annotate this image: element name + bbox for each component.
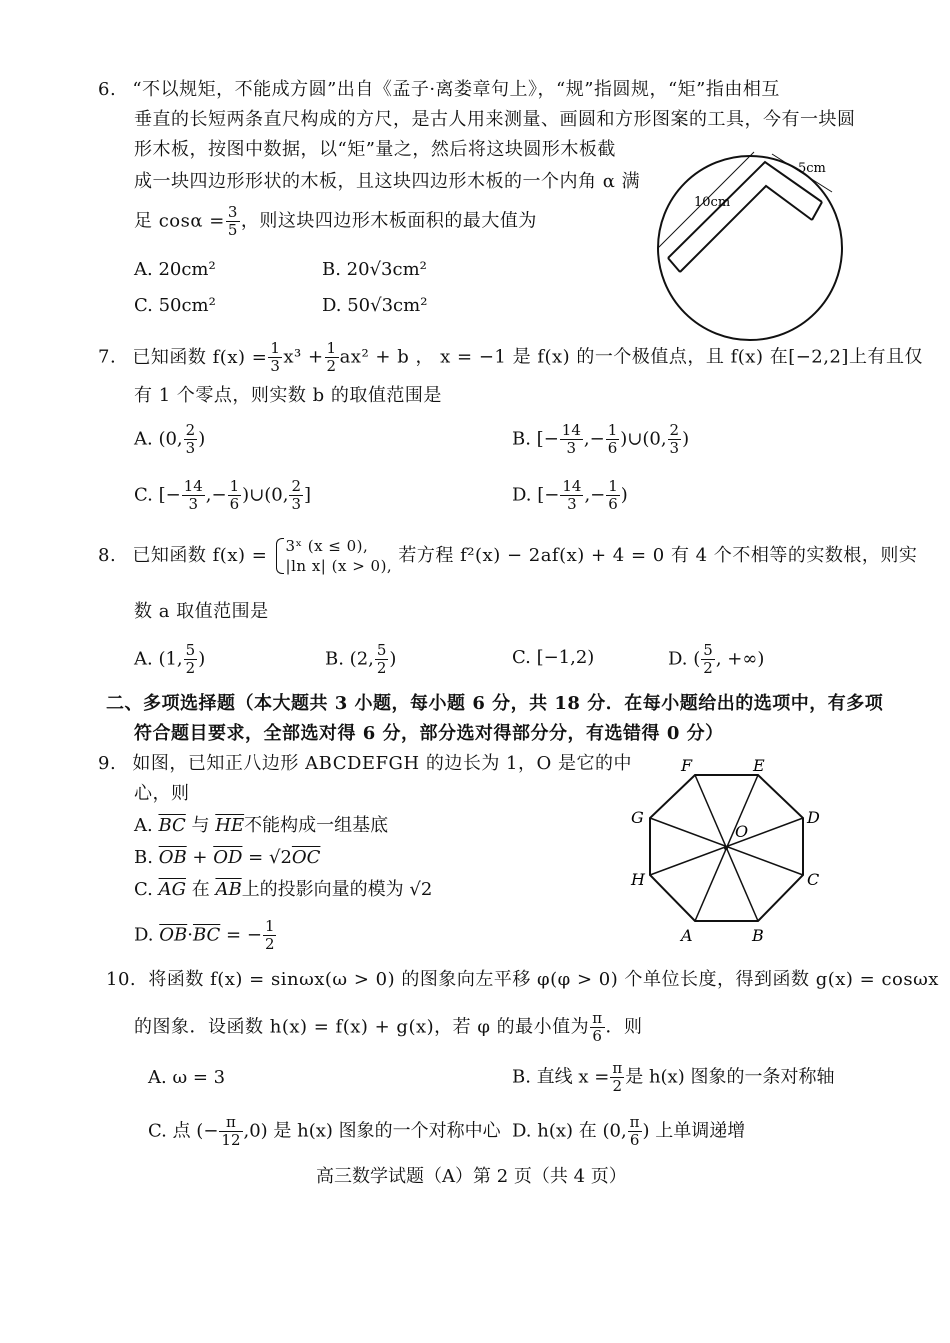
q7-a-post: )	[198, 428, 206, 450]
q6-line3: 形木板，按图中数据，以“矩”量之，然后将这块圆形木板截	[134, 139, 616, 160]
q9-b-vec1: $\overline{OB}$	[158, 847, 187, 868]
q7-c-pre: C. [−	[134, 484, 181, 506]
q8-line2: 数 a 取值范围是	[134, 601, 269, 622]
q9-d-pre: D.	[134, 924, 154, 946]
q7-a-num: 2	[185, 421, 196, 439]
q10-number: 10.	[106, 969, 137, 990]
q7-frac2-num: 1	[326, 339, 337, 357]
q6-label-5cm: 5cm	[798, 161, 826, 176]
q7-c-frac2	[228, 478, 242, 513]
q7-d-mid: ,−	[584, 484, 606, 506]
q9-option-a[interactable]	[134, 814, 388, 838]
q10-d-num: π	[629, 1113, 640, 1131]
q8-question-tail: 若方程 f²(x) − 2af(x) + 4 = 0 有 4 个不相等的实数根，则实	[398, 545, 918, 566]
q10-text-1: 将函数 f(x) = sinωx(ω > 0) 的图象向左平移 φ(φ > 0) 个单位长度，得到函数 g(x) = cosωx	[148, 969, 939, 990]
q7-b-mid: ,−	[583, 428, 605, 450]
q10-phi-num: π	[592, 1009, 603, 1027]
q6-line5	[134, 204, 537, 239]
q9-d-frac	[263, 918, 277, 953]
q8-a-den: 2	[185, 659, 196, 677]
section2-heading-line2: 符合题目要求，全部选对得 6 分，部分选对得部分分，有选错得 0 分）	[134, 723, 724, 744]
q7-c-den2: 6	[229, 495, 240, 513]
q9-b-vec2: $\overline{OD}$	[213, 847, 243, 868]
q8-option-d[interactable]	[668, 642, 764, 677]
q7-b-mid2: )∪(0,	[620, 428, 667, 450]
q7-term-x3: x³ +	[283, 346, 324, 368]
q8-a-frac	[184, 642, 198, 677]
q8-number: 8.	[98, 545, 117, 566]
q7-b-den2: 6	[607, 439, 618, 457]
q7-b-den3: 3	[669, 439, 680, 457]
q10-b-pre: B. 直线 x =	[512, 1066, 610, 1088]
q10-d-post: ) 上单调递增	[642, 1120, 746, 1142]
q7-func-label: 已知函数 f(x) =	[132, 346, 268, 368]
q6-text-1: “不以规矩，不能成方圆”出自《孟子·离娄章句上》，“规”指圆规，“矩”指由相互	[132, 79, 780, 100]
q9-number: 9.	[98, 753, 117, 774]
q10-c-frac	[219, 1114, 242, 1149]
q9-b-pre: B.	[134, 847, 153, 868]
q9-d-vec1: $\overline{OB}$	[159, 924, 188, 946]
q9-text-1: 如图，已知正八边形 ABCDEFGH 的边长为 1，O 是它的中	[132, 753, 632, 774]
q10-line1	[106, 968, 939, 992]
q7-option-b[interactable]	[512, 422, 689, 457]
q9-d-mid2: = −	[226, 924, 262, 946]
q7-number: 7.	[98, 346, 117, 368]
q8-piecewise	[274, 536, 393, 576]
q8-a-num: 5	[185, 641, 196, 659]
q7-c-num2: 1	[229, 477, 240, 495]
q7-b-num2: 1	[607, 421, 618, 439]
q9-c-vec2: $\overline{AB}$	[215, 879, 242, 900]
q9-label-a: A	[681, 926, 693, 945]
q7-c-post: ]	[304, 484, 312, 506]
q7-c-den3: 3	[291, 495, 301, 513]
q8-b-frac	[375, 642, 389, 677]
q6-square-end1	[668, 258, 680, 272]
q7-a-den: 3	[185, 439, 196, 457]
q9-d-den: 2	[264, 935, 275, 953]
q7-d-pre: D. [−	[512, 484, 560, 506]
q9-a-vec1: $\overline{BC}$	[158, 815, 186, 836]
q9-c-post: 上的投影向量的模为 √2	[241, 879, 433, 900]
q7-frac1-num: 1	[270, 339, 281, 357]
q10-text-2-tail: ．则	[605, 1016, 643, 1038]
q9-label-o: O	[735, 822, 749, 841]
q7-c-frac3	[289, 478, 303, 513]
q7-b-den1: 3	[566, 439, 577, 457]
q9-c-mid: 在	[191, 879, 210, 900]
q10-d-frac	[628, 1114, 642, 1149]
q6-circle	[658, 156, 842, 340]
q9-d-num: 1	[264, 917, 275, 935]
q10-c-num: π	[219, 1114, 242, 1132]
q7-frac1-den: 3	[270, 357, 281, 375]
q8-b-post: )	[389, 648, 397, 670]
q7-c-frac1	[182, 478, 205, 513]
q10-b-den: 2	[612, 1077, 623, 1095]
section2-heading-line1: 二、多项选择题（本大题共 3 小题，每小题 6 分，共 18 分．在每小题给出的选项中，有多项	[106, 693, 884, 714]
q7-d-num2: 1	[608, 477, 618, 495]
q7-a-pre: A. (0,	[134, 428, 183, 450]
q8-d-num: 5	[703, 641, 713, 659]
q6-frac-num: 3	[227, 203, 238, 221]
q9-line1	[98, 752, 632, 776]
q7-option-d[interactable]	[512, 478, 628, 513]
q7-d-num1: 14	[562, 477, 582, 495]
q6-label-10cm: 10cm	[694, 195, 731, 210]
q7-b-frac2	[606, 422, 620, 457]
q10-c-pre: C. 点 (−	[148, 1120, 219, 1142]
q6-option-b[interactable]: B. 20√3cm²	[322, 259, 427, 280]
q9-label-f: F	[681, 756, 693, 775]
q9-option-c[interactable]	[134, 878, 432, 902]
q9-b-mid2: = √2	[248, 847, 292, 868]
q10-b-num: π	[612, 1059, 623, 1077]
q9-label-g: G	[631, 808, 644, 827]
q8-a-post: )	[198, 648, 206, 670]
q9-octagon-figure	[625, 755, 830, 950]
q6-square-end2	[812, 202, 822, 220]
q10-c-den: 12	[221, 1131, 241, 1149]
q7-b-post: )	[682, 428, 690, 450]
q10-option-c[interactable]	[148, 1114, 501, 1149]
q8-d-frac	[701, 642, 715, 677]
q7-d-den1: 3	[567, 495, 577, 513]
q7-option-c[interactable]	[134, 478, 311, 513]
q9-b-mid: +	[192, 847, 208, 868]
q9-label-c: C	[807, 870, 820, 889]
q7-line2: 有 1 个零点，则实数 b 的取值范围是	[134, 385, 442, 406]
q9-a-mid: 与	[191, 815, 210, 836]
q9-c-pre: C.	[134, 879, 153, 900]
q7-d-post: )	[620, 484, 628, 506]
q7-b-num3: 2	[669, 421, 680, 439]
q8-b-pre: B. (2,	[325, 648, 374, 670]
q9-a-pre: A.	[134, 815, 153, 836]
q9-line2: 心，则	[134, 783, 190, 804]
q7-c-num3: 2	[291, 477, 301, 495]
q9-d-mid: ·	[187, 924, 193, 946]
q9-a-vec2: $\overline{HE}$	[215, 815, 245, 836]
q7-c-mid: ,−	[205, 484, 227, 506]
q8-case-2: |ln x| (x > 0),	[285, 557, 393, 575]
q8-b-num: 5	[376, 641, 387, 659]
q7-frac-2	[325, 340, 339, 375]
q9-option-b[interactable]	[134, 846, 320, 870]
q8-option-b[interactable]	[325, 642, 396, 677]
q10-phi-frac	[590, 1010, 604, 1045]
q7-line1	[98, 340, 923, 375]
q10-option-d[interactable]	[512, 1114, 745, 1149]
q6-cos-label: 足 cosα =	[134, 210, 225, 232]
q8-func-label: 已知函数 f(x) =	[132, 545, 268, 566]
q8-option-c[interactable]: C. [−1,2)	[512, 647, 595, 668]
q6-line1	[98, 78, 780, 102]
q9-label-b: B	[752, 926, 764, 945]
q6-frac-den: 5	[227, 221, 238, 239]
q7-c-num1: 14	[183, 477, 203, 495]
q6-fraction	[226, 204, 240, 239]
q9-c-vec1: $\overline{AG}$	[158, 879, 186, 900]
q7-question-tail: ax² + b ， x = −1 是 f(x) 的一个极值点，且 f(x) 在[−2,2]上有且仅	[339, 346, 923, 368]
q7-b-pre: B. [−	[512, 428, 559, 450]
q7-c-den1: 3	[188, 495, 198, 513]
q6-line4: 成一块四边形形状的木板，且这块四边形木板的一个内角 α 满	[134, 171, 641, 192]
q7-d-frac2	[606, 478, 620, 513]
q6-option-c[interactable]: C. 50cm²	[134, 295, 216, 316]
q10-b-post: 是 h(x) 图象的一条对称轴	[625, 1066, 835, 1088]
q9-center-dot	[724, 846, 728, 850]
q7-frac-1	[268, 340, 282, 375]
q10-text-2: 的图象．设函数 h(x) = f(x) + g(x)，若 φ 的最小值为	[134, 1016, 590, 1038]
q7-frac2-den: 2	[326, 357, 337, 375]
q10-option-b[interactable]	[512, 1060, 834, 1095]
q8-option-a[interactable]	[134, 642, 205, 677]
q8-line1	[98, 536, 917, 576]
q7-c-mid2: )∪(0,	[242, 484, 289, 506]
q10-c-post: ,0) 是 h(x) 图象的一个对称中心	[243, 1120, 501, 1142]
q8-a-pre: A. (1,	[134, 648, 183, 670]
q7-d-den2: 6	[608, 495, 618, 513]
q10-d-den: 6	[629, 1131, 640, 1149]
q9-a-post: 不能构成一组基底	[244, 815, 389, 836]
q7-d-frac1	[560, 478, 583, 513]
q10-option-a[interactable]: A. ω = 3	[148, 1067, 226, 1088]
q9-d-vec2: $\overline{BC}$	[192, 924, 221, 946]
q9-b-vec3: $\overline{OC}$	[291, 847, 321, 868]
q8-b-den: 2	[376, 659, 387, 677]
q8-d-pre: D. (	[668, 648, 701, 670]
q9-label-e: E	[753, 756, 765, 775]
q10-phi-den: 6	[592, 1027, 603, 1045]
q10-b-frac	[610, 1060, 624, 1095]
q10-d-pre: D. h(x) 在 (0,	[512, 1120, 627, 1142]
q6-number: 6.	[98, 79, 117, 100]
q7-b-frac3	[668, 422, 682, 457]
q6-option-d[interactable]: D. 50√3cm²	[322, 295, 428, 316]
q8-d-den: 2	[703, 659, 713, 677]
q6-line2: 垂直的长短两条直尺构成的方尺，是古人用来测量、画圆和方形图案的工具，今有一块圆	[134, 109, 856, 130]
q7-b-frac1	[560, 422, 583, 457]
q8-case-1: 3ˣ (x ≤ 0),	[285, 537, 369, 555]
q7-option-a[interactable]	[134, 422, 205, 457]
q8-d-post: , +∞)	[715, 648, 765, 670]
q6-circle-figure	[650, 140, 850, 350]
page-footer: 高三数学试题（A）第 2 页（共 4 页）	[316, 1166, 627, 1187]
q9-label-h: H	[631, 870, 645, 889]
q9-label-d: D	[807, 808, 820, 827]
q6-option-a[interactable]: A. 20cm²	[134, 259, 216, 280]
q7-a-frac	[184, 422, 198, 457]
q10-line2	[134, 1010, 643, 1045]
q9-option-d[interactable]	[134, 918, 277, 953]
q7-b-num1: 14	[561, 421, 581, 439]
q6-question-tail: ，则这块四边形木板面积的最大值为	[240, 210, 537, 232]
